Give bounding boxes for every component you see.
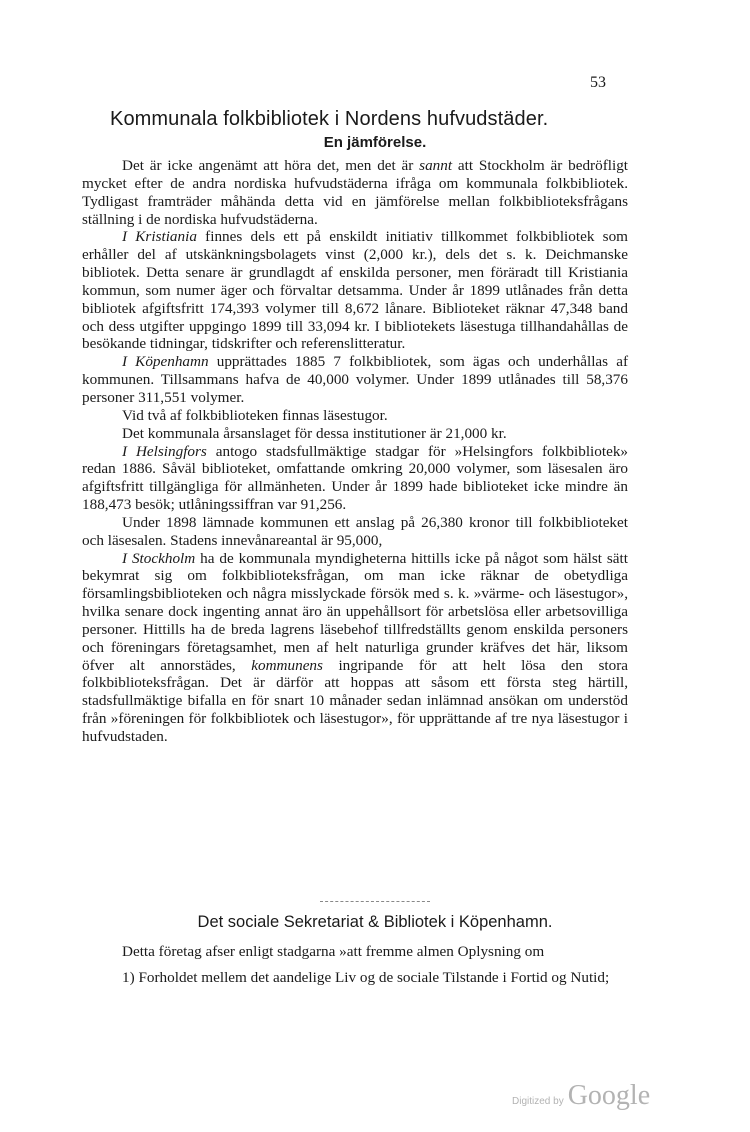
paragraph-intro: Det är icke angenämt att höra det, men det är sannt att Stockholm är bedröfligt mycket efter de andra nordiska hufvudstäderna ifråga om kommunala folkbibliotek. Tydligast framträder måhända detta vid en jämförelse mellan folkbiblioteksfrågans ställning i de nordiska hufvudstäderna. [82,157,629,228]
google-logo-text: Google [567,1080,651,1111]
emphasis-kommunens: kommunens [251,656,323,674]
paragraph-helsingfors: I Helsingfors antogo stadsfullmäktige stadgar för »Helsingfors folkbibliotek» redan 1886. Såväl biblioteket, omfattande omkring 20,000 volymer, som läsesalen äro afgiftsfritt tillgängliga för allmänheten. Under år 1899 hade biblioteket icke mindre än 188,473 besök; utlåningssiffran var 91,256. [82,442,629,514]
city-stockholm: I Stockholm [122,549,196,567]
page-number: 53 [590,74,606,91]
sub-heading: En jämförelse. [323,134,427,151]
section-heading: Det sociale Sekretariat & Bibliotek i Köpenhamn. [197,913,553,931]
paragraph-stockholm: I Stockholm ha de kommunala myndigheterna hittills icke på något som hälst sätt bekymrat sig om folkbiblioteksfrågan, om man icke räknar de obetydliga församlingsbiblioteken och några misslyckade försök med s. k. »värme- och läsestugor», hvilka senare dock ingenting annat äro än uppehållsort för arbetslösa eller arbetsovilliga personer. Hittills ha de breda lagrens läsebehof tillfredställts genom enskilda personers och föreningars företagsamhet, men af helt naturliga grunder kräfves det här, liksom öfver alt annorstädes, kommunens ingripande för att helt lösa den stora folkbiblioteksfrågan. Det är därför att hoppas att såsom ett första steg härtill, stadsfullmäktige bifalla en för snart 10 månader sedan inlämnad ansökan om understöd från »föreningen för folkbibliotek och läsestugor», för upprättande af tre nya läsestugor i hufvudstaden. [82,549,628,745]
section-paragraph-2: 1) Forholdet mellem det aandelige Liv og de sociale Tilstande i Fortid og Nutid; [122,968,610,986]
digitized-watermark [512,1080,650,1112]
paragraph-lasestugor: Vid två af folkbiblioteken finnas läsestugor. [122,406,388,424]
main-heading: Kommunala folkbibliotek i Nordens hufvudstäder. [110,108,549,130]
paragraph-kristiania: I Kristiania finnes dels ett på enskildt initiativ tillkommet folkbibliotek som erhåller del af utskänkningsbolagets vinst (2,000 kr.), dels det s. k. Deichmanske bibliotek. Detta senare är grundlagdt af enskilda personer, men föräradt till Kristiania kommun, som numer äger och förvaltar detsamma. Under år 1899 utlånades från detta bibliotek afgiftsfritt 174,393 volymer till 8,672 lånare. Biblioteket räknar 47,348 band och dess utgifter uppgingo 1899 till 33,094 kr. I bibliotekets läsestuga tillhandahållas de besökande tidningar, tidskrifter och referenslitteratur. [82,228,628,353]
section-divider [320,901,430,902]
article-body [82,157,628,746]
paragraph-arsanslag: Det kommunala årsanslaget för dessa institutioner är 21,000 kr. [122,424,507,442]
watermark-small-text: Digitized by [512,1096,564,1107]
paragraph-anslag-1898: Under 1898 lämnade kommunen ett anslag på 26,380 kronor till folkbiblioteket och läsesalen. Stadens innevånareantal är 95,000, [82,513,628,549]
city-kristiania: I Kristiania [122,228,197,246]
paragraph-kopenhamn: I Köpenhamn upprättades 1885 7 folkbibliotek, som ägas och underhållas af kommunen. Tillsammans hafva de 40,000 volymer. Under 1899 utlånades till 58,376 personer 311,551 volymer. [82,353,628,406]
section-body [82,943,628,987]
section-paragraph-1: Detta företag afser enligt stadgarna »att fremme almen Oplysning om [122,943,545,960]
city-kopenhamn: I Köpenhamn [122,353,209,371]
city-helsingfors: I Helsingfors [122,442,207,460]
emphasis-sannt: sannt [419,157,453,174]
